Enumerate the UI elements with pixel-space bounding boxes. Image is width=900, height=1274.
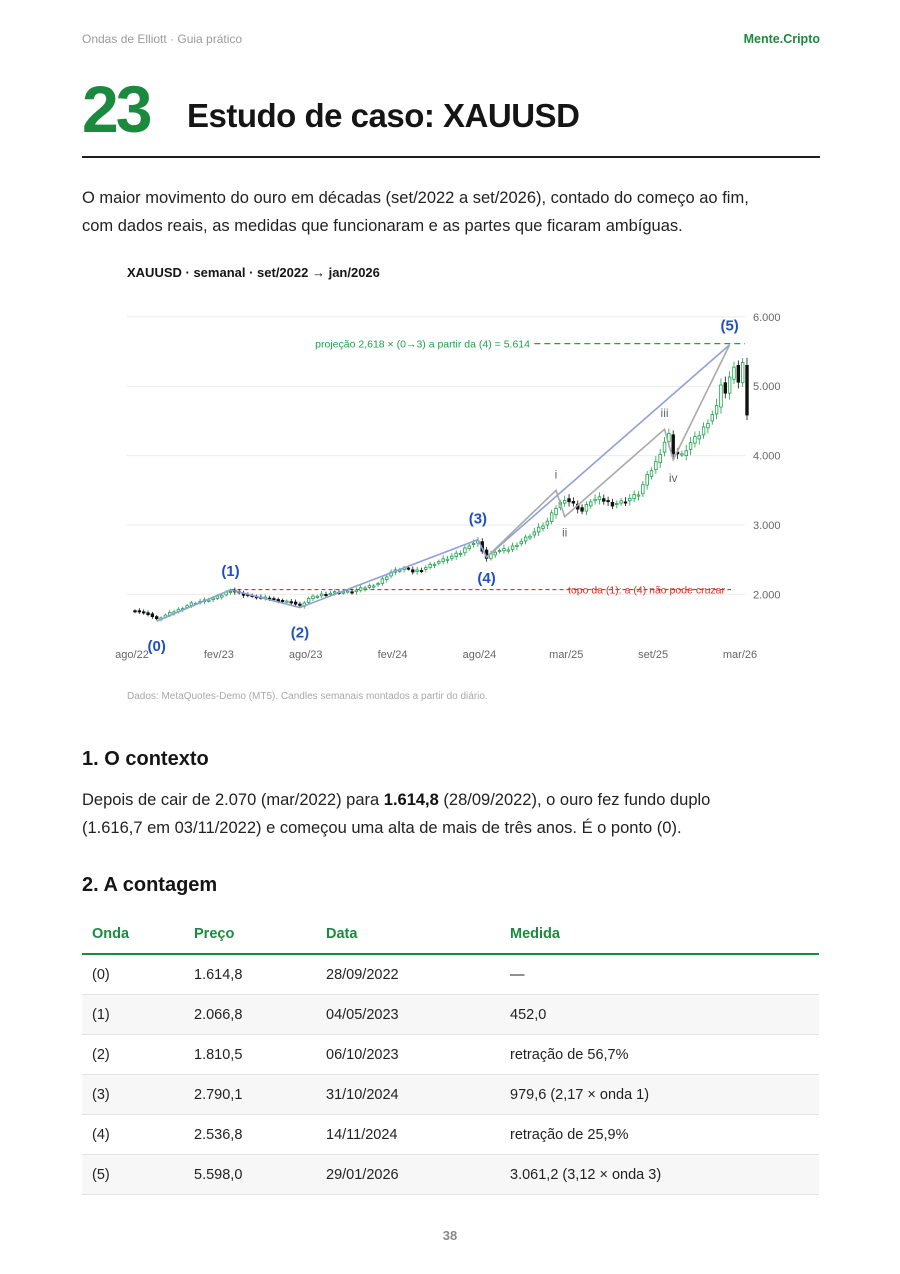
candle-body xyxy=(312,596,315,598)
candle-body xyxy=(307,598,310,602)
candle-body xyxy=(546,521,549,525)
candle-body xyxy=(568,499,571,502)
column-header: Preço xyxy=(184,915,316,954)
candle-body xyxy=(420,570,423,571)
candle-body xyxy=(728,377,731,393)
candle-body xyxy=(329,593,332,594)
projection-label: projeção 2,618 × (0→3) a partir da (4) = 5.614 xyxy=(315,338,530,351)
y-tick-label: 4.000 xyxy=(753,450,781,463)
candle-body xyxy=(707,423,710,427)
chart-grid xyxy=(127,312,781,602)
x-tick-label: mar/25 xyxy=(549,649,584,661)
candle-body xyxy=(294,602,297,604)
candle-body xyxy=(624,502,627,503)
candle-body xyxy=(411,570,414,572)
candle-body xyxy=(607,500,610,501)
table-cell: 1.614,8 xyxy=(184,954,316,995)
candle-body xyxy=(320,594,323,596)
candle-body xyxy=(733,367,736,379)
chart-canvas xyxy=(100,258,800,708)
candle-body xyxy=(537,527,540,532)
candle-body xyxy=(598,497,601,500)
table-row xyxy=(82,1155,819,1195)
table-cell: 452,0 xyxy=(500,995,819,1035)
table-row xyxy=(82,1035,819,1075)
table-cell: (2) xyxy=(82,1035,184,1075)
candle-body xyxy=(425,568,428,570)
table-cell: 14/11/2024 xyxy=(316,1115,500,1155)
candle-body xyxy=(611,502,614,506)
candle-body xyxy=(472,543,475,544)
candle-body xyxy=(377,584,380,585)
candle-body xyxy=(316,596,319,597)
table-cell: 3.061,2 (3,12 × onda 3) xyxy=(500,1155,819,1195)
table-cell: 29/01/2026 xyxy=(316,1155,500,1195)
x-tick-label: ago/24 xyxy=(462,649,497,661)
table-cell: (5) xyxy=(82,1155,184,1195)
intro-paragraph xyxy=(82,184,822,240)
candle-body xyxy=(620,501,623,503)
candle-body xyxy=(650,470,653,476)
table-cell: (3) xyxy=(82,1075,184,1115)
price-chart xyxy=(100,258,800,708)
candle-body xyxy=(442,559,445,562)
candle-body xyxy=(741,362,744,382)
table-cell: 2.790,1 xyxy=(184,1075,316,1115)
candles xyxy=(134,358,749,622)
candle-body xyxy=(429,564,432,567)
table-cell: retração de 56,7% xyxy=(500,1035,819,1075)
candle-body xyxy=(142,612,145,613)
candle-body xyxy=(659,454,662,462)
candle-body xyxy=(711,414,714,420)
candle-body xyxy=(737,365,740,382)
sub-wave-label: iv xyxy=(668,470,678,485)
table-cell: (1) xyxy=(82,995,184,1035)
sub-wave-label: iii xyxy=(660,406,669,421)
candle-body xyxy=(325,594,328,595)
candle-body xyxy=(498,550,501,551)
candle-body xyxy=(433,564,436,565)
candle-body xyxy=(702,427,705,435)
candle-body xyxy=(655,462,658,470)
x-tick-label: fev/23 xyxy=(203,649,234,661)
sub-wave-label: ii xyxy=(562,525,568,540)
candle-body xyxy=(381,579,384,583)
section-heading: 1. O contexto xyxy=(82,748,209,770)
table-cell: (4) xyxy=(82,1115,184,1155)
candle-body xyxy=(589,502,592,506)
y-tick-label: 6.000 xyxy=(753,311,781,324)
candle-body xyxy=(355,590,358,592)
table-cell: 28/09/2022 xyxy=(316,954,500,995)
context-line: (1.616,7 em 03/11/2022) e começou uma alta de mais de três anos. É o ponto (0). xyxy=(82,819,682,837)
candle-body xyxy=(446,559,449,560)
y-tick-label: 2.000 xyxy=(753,589,781,602)
candle-body xyxy=(190,603,193,606)
candle-body xyxy=(524,537,527,541)
candle-body xyxy=(646,474,649,485)
impulse-wave-label: (0) xyxy=(147,638,166,656)
table-cell: 04/05/2023 xyxy=(316,995,500,1035)
candle-body xyxy=(637,495,640,496)
candle-body xyxy=(299,604,302,605)
candle-body xyxy=(351,592,354,593)
candle-body xyxy=(581,508,584,511)
candle-body xyxy=(594,499,597,500)
context-paragraph xyxy=(82,786,822,842)
candle-body xyxy=(511,546,514,549)
intro-line: O maior movimento do ouro em décadas (set/2022 a set/2026), contado do começo ao fim, xyxy=(82,189,749,207)
section-heading: 2. A contagem xyxy=(82,874,218,896)
impulse-wave-label: (3) xyxy=(468,510,488,528)
sub-wave-label: i xyxy=(554,467,558,482)
candle-body xyxy=(207,600,210,601)
chart-source: Dados: MetaQuotes-Demo (MT5). Candles semanais montados a partir do diário. xyxy=(127,691,488,702)
candle-body xyxy=(633,495,636,499)
candle-body xyxy=(585,504,588,511)
chapter-number: 23 xyxy=(82,72,150,146)
candle-body xyxy=(138,611,141,612)
candle-body xyxy=(494,552,497,555)
candle-body xyxy=(273,599,276,600)
candle-body xyxy=(147,613,150,615)
candle-body xyxy=(689,443,692,450)
table-cell: 31/10/2024 xyxy=(316,1075,500,1115)
table-cell: retração de 25,9% xyxy=(500,1115,819,1155)
wave1-top-label: topo da (1): a (4) não pode cruzar xyxy=(567,584,725,597)
table-row xyxy=(82,954,819,995)
context-text: (28/09/2022), o ouro fez fundo duplo xyxy=(438,791,711,809)
candle-body xyxy=(333,592,336,593)
candle-body xyxy=(229,591,232,592)
candle-body xyxy=(359,588,362,591)
table-cell: (0) xyxy=(82,954,184,995)
candle-body xyxy=(151,614,154,617)
candle-body xyxy=(516,545,519,546)
y-tick-label: 5.000 xyxy=(753,381,781,394)
column-header: Onda xyxy=(82,915,184,954)
table-row xyxy=(82,995,819,1035)
x-tick-label: set/25 xyxy=(638,649,669,661)
candle-body xyxy=(438,562,441,564)
candle-body xyxy=(555,508,558,514)
candle-body xyxy=(572,501,575,503)
candle-body xyxy=(550,513,553,522)
candle-body xyxy=(663,442,666,452)
impulse-wave-label: (4) xyxy=(477,570,496,588)
impulse-wave-label: (1) xyxy=(221,562,240,580)
chapter-heading xyxy=(82,74,820,158)
candle-body xyxy=(520,541,523,543)
candle-body xyxy=(681,454,684,455)
candle-body xyxy=(672,435,675,454)
candle-body xyxy=(407,568,410,569)
context-text: Depois de cair de 2.070 (mar/2022) para xyxy=(82,791,384,809)
candle-body xyxy=(615,503,618,504)
candle-body xyxy=(602,499,605,502)
column-header: Medida xyxy=(500,915,819,954)
candle-body xyxy=(533,532,536,535)
brand-name: Mente.Cripto xyxy=(743,32,820,46)
x-tick-label: ago/23 xyxy=(288,649,323,661)
candle-body xyxy=(286,601,289,602)
table-cell: 5.598,0 xyxy=(184,1155,316,1195)
candle-body xyxy=(464,548,467,553)
candle-body xyxy=(685,451,688,456)
table-row xyxy=(82,1075,819,1115)
context-line xyxy=(82,786,822,814)
candle-body xyxy=(346,591,349,592)
candle-body xyxy=(542,526,545,528)
candle-body xyxy=(451,556,454,558)
running-header-title: Ondas de Elliott · Guia prático xyxy=(82,32,243,46)
wave-count-table xyxy=(82,915,819,1195)
candle-body xyxy=(459,553,462,554)
candle-body xyxy=(372,586,375,587)
chart-title: XAUUSD · semanal · set/2022 → jan/2026 xyxy=(127,265,380,280)
table-cell: 1.810,5 xyxy=(184,1035,316,1075)
x-tick-label: mar/26 xyxy=(722,649,758,661)
candle-body xyxy=(694,437,697,444)
x-tick-label: fev/24 xyxy=(377,649,408,661)
table-cell: — xyxy=(500,954,819,995)
table-cell: 06/10/2023 xyxy=(316,1035,500,1075)
x-tick-label: ago/22 xyxy=(115,649,149,661)
context-bold-value: 1.614,8 xyxy=(383,791,439,809)
candle-body xyxy=(416,570,419,572)
candle-body xyxy=(724,383,727,393)
chapter-title: Estudo de caso: XAUUSD xyxy=(187,97,580,134)
candle-body xyxy=(385,577,388,580)
candle-body xyxy=(455,553,458,556)
page-number: 38 xyxy=(442,1228,458,1243)
candle-body xyxy=(221,595,224,597)
candle-body xyxy=(746,365,749,415)
candle-body xyxy=(629,498,632,500)
candle-body xyxy=(290,602,293,603)
candle-body xyxy=(698,436,701,439)
y-tick-label: 3.000 xyxy=(753,520,781,533)
candle-body xyxy=(134,611,137,612)
candle-body xyxy=(364,588,367,589)
candle-body xyxy=(281,600,284,601)
impulse-wave-label: (2) xyxy=(290,624,310,642)
candle-body xyxy=(503,549,506,551)
wave-labels xyxy=(148,318,739,655)
candle-body xyxy=(155,617,158,619)
candle-body xyxy=(563,501,566,504)
intro-line: com dados reais, as medidas que funcionaram e as partes que ficaram ambíguas. xyxy=(82,217,683,235)
table-cell: 2.536,8 xyxy=(184,1115,316,1155)
candle-body xyxy=(468,546,471,549)
table-cell: 2.066,8 xyxy=(184,995,316,1035)
candle-body xyxy=(368,586,371,588)
table-cell: 979,6 (2,17 × onda 1) xyxy=(500,1075,819,1115)
table-header-row xyxy=(82,915,819,954)
candle-body xyxy=(720,385,723,407)
column-header: Data xyxy=(316,915,500,954)
candle-body xyxy=(642,485,645,494)
candle-body xyxy=(507,550,510,551)
candle-body xyxy=(529,536,532,538)
candle-body xyxy=(715,405,718,414)
impulse-wave-label: (5) xyxy=(720,317,739,335)
table-row xyxy=(82,1115,819,1155)
x-axis xyxy=(115,649,757,661)
